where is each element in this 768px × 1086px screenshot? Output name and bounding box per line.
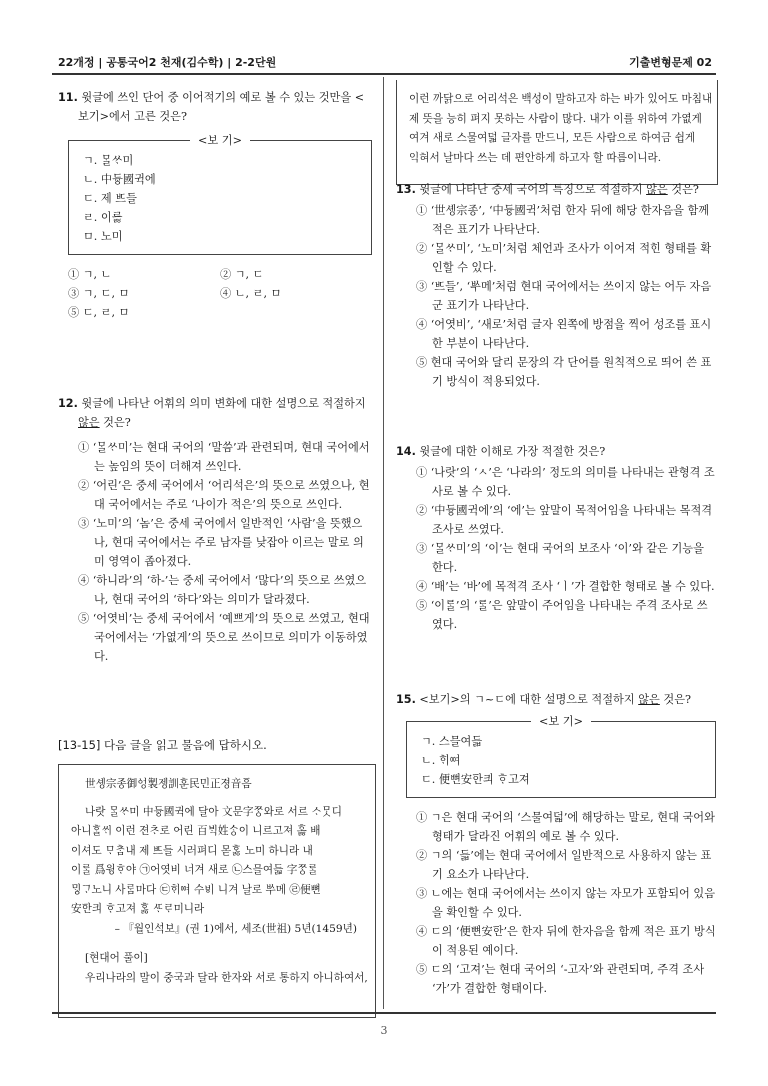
question-12-number: 12. (58, 397, 78, 410)
answer-option[interactable]: ⑤ ㄷ의 ‘고져’는 현대 국어의 ‘-고자’와 관련되며, 주격 조사 ‘가’가 결합한 형태이다. (416, 963, 705, 995)
header-rule (52, 73, 716, 75)
question-13 (396, 180, 716, 391)
question-12-text: 윗글에 나타난 어휘의 의미 변화에 대한 설명으로 적절하지 (81, 397, 366, 410)
negation-emphasis: 않은 (78, 416, 100, 429)
question-13-number: 13. (396, 183, 416, 196)
bogi-item: ㄴ. ᄒᆡᅇᅧ (421, 754, 461, 767)
modern-translation-line: 제 뜻을 능히 펴지 못하는 사람이 많다. 내가 이를 위하여 가엾게 (409, 112, 702, 125)
footer-rule (52, 1012, 716, 1014)
bogi-item: ㄱ. ᄆᆞᆯᄊᆞ미 (83, 154, 134, 167)
question-11-text: 윗글에 쓰인 단어 중 이어적기의 예로 볼 수 있는 것만을 <보기>에서 고른 것은? (78, 91, 365, 123)
answer-option[interactable]: ② ㄱ, ㄷ (220, 268, 264, 281)
question-14 (396, 442, 716, 634)
modern-translation-line: 여겨 새로 스물여덟 글자를 만드니, 모든 사람으로 하여금 쉽게 (409, 132, 696, 144)
bogi-item: ㄷ. 제 ᄠᅳ들 (83, 192, 137, 205)
answer-option[interactable]: ③ ‘ᄠᅳ들’, ‘ᄡᅮ메’처럼 현대 국어에서는 쓰이지 않는 어두 자음군 표기가 나타난다. (416, 280, 712, 312)
passage-line: 나랏 ᄆᆞᆯᄊᆞ미 中듀ᇰ國귁에 달아 文문字ᄍᆞᆼ와로 서르 ᄉᆞᄆᆞᆺ디 (85, 805, 343, 818)
passage-box-left (58, 764, 376, 1018)
question-14-title (396, 442, 716, 461)
bogi-item: ㄹ. 이르ᇙ (83, 211, 123, 224)
section-instruction: [13-15] 다음 글을 읽고 물음에 답하시오. (58, 738, 267, 752)
question-15 (396, 690, 716, 998)
bogi-label: <보 기> (531, 715, 591, 728)
answer-option[interactable]: ④ ㄷ의 ‘便뼌安ᅙᅡᆫ’은 한자 뒤에 한자음을 함께 적은 표기 방식이 적용된 예이다. (416, 925, 716, 957)
bogi-item: ㅁ. 노미 (83, 230, 123, 243)
answer-option[interactable]: ② ‘ᄆᆞᆯᄊᆞ미’, ‘노미’처럼 체언과 조사가 이어져 적힌 형태를 확인할 수 있다. (416, 242, 712, 274)
question-15-text-end: 것은? (659, 693, 692, 706)
question-14-number: 14. (396, 445, 416, 458)
answer-option[interactable]: ④ ‘하니라’의 ‘하-’는 중세 국어에서 ‘많다’의 뜻으로 쓰였으나, 현대 국어의 ‘하다’와는 의미가 달라졌다. (78, 574, 367, 606)
question-13-text: 윗글에 나타난 중세 국어의 특징으로 적절하지 (419, 183, 647, 196)
answer-option[interactable]: ⑤ ㄷ, ㄹ, ㅁ (68, 306, 130, 319)
header-doc-title: 기출변형문제 02 (629, 56, 712, 69)
passage-line: 이셔도 ᄆᆞᄎᆞᆷ내 제 ᄠᅳ들 시러펴디 몯ᄒᆞᇙ 노미 하니라 내 (71, 844, 313, 857)
bogi-label: <보 기> (190, 134, 250, 147)
column-divider (383, 77, 384, 1009)
answer-option[interactable]: ① ‘世솅宗종’, ‘中듀ᇰ國귁’처럼 한자 뒤에 해당 한자음을 함께 적은 표기가 나타난다. (416, 204, 710, 236)
answer-option[interactable]: ① ‘나랏’의 ‘ㅅ’은 ‘나라의’ 정도의 의미를 나타내는 관형격 조사로 볼 수 있다. (416, 466, 715, 498)
question-12-text-end: 것은? (99, 416, 131, 429)
question-15-number: 15. (396, 693, 416, 706)
answer-option[interactable]: ③ ‘노미’의 ‘놈’은 중세 국어에서 일반적인 ‘사람’을 뜻했으나, 현대 국어에서는 주로 남자를 낮잡아 이르는 말로 의미 영역이 좁아졌다. (78, 517, 364, 568)
answer-option[interactable]: ③ ㄴ에는 현대 국어에서는 쓰이지 않는 자모가 포함되어 있음을 확인할 수 있다. (416, 887, 716, 919)
passage-box-right (396, 80, 718, 185)
question-15-bogi-box (406, 715, 716, 798)
question-11-options (68, 265, 372, 322)
question-12-title (58, 394, 372, 432)
answer-option[interactable]: ④ ㄴ, ㄹ, ㅁ (220, 287, 282, 300)
question-13-title (396, 180, 716, 199)
answer-option[interactable]: ① ㄱ, ㄴ (68, 268, 112, 281)
passage-line: 이ᄅᆞᆯ 爲윙ᄒᆞ야 ㉠어엿비 너겨 새로 ㉡스믈여듧 字ᄍᆞᆼᄅᆞᆯ (71, 864, 318, 876)
bogi-item: ㄴ. 中듀ᇰ國귁에 (83, 173, 156, 186)
page-number: 3 (380, 1024, 388, 1037)
negation-emphasis: 않은 (638, 693, 660, 706)
answer-option[interactable]: ⑤ 현대 국어와 달리 문장의 각 단어를 원칙적으로 띄어 쓴 표기 방식이 적용되었다. (416, 356, 712, 388)
page-header (52, 50, 716, 70)
passage-section-title (58, 736, 372, 755)
answer-option[interactable]: ④ ‘어엿비’, ‘새로’처럼 글자 왼쪽에 방점을 찍어 성조를 표시한 부분이 나타난다. (416, 318, 712, 350)
header-course-info: 22개정 | 공통국어2 천재(김수학) | 2-2단원 (58, 56, 277, 69)
bogi-item: ㄷ. 便뼌安ᅙᅡᆫ킈 ᄒᆞ고져 (421, 773, 530, 786)
passage-source: – 『월인석보』(권 1)에서, 세조(世祖) 5년(1459년) (114, 922, 357, 935)
answer-option[interactable]: ③ ㄱ, ㄷ, ㅁ (68, 287, 130, 300)
question-14-text: 윗글에 대한 이해로 가장 적절한 것은? (419, 445, 606, 458)
question-12 (58, 394, 372, 666)
answer-option[interactable]: ③ ‘ᄆᆞᆯᄊᆞ미’의 ‘이’는 현대 국어의 보조사 ‘이’와 같은 기능을 한다. (416, 542, 704, 574)
question-11-title (58, 88, 372, 126)
passage-line: 아니ᄒᆞᆯᄊᆡ 이런 젼ᄎᆞ로 어린 百ᄇᆡᆨ姓ᄉᆞᆼ이 니르고져 호ᇙ 배 (71, 825, 321, 837)
question-15-title (396, 690, 716, 709)
negation-emphasis: 않은 (646, 183, 668, 196)
modern-translation-line: 우리나라의 말이 중국과 달라 한자와 서로 통하지 아니하여서, (85, 971, 368, 984)
bogi-item: ㄱ. 스믈여듧 (421, 735, 483, 748)
question-11-bogi-box (68, 134, 372, 255)
answer-option[interactable]: ① ㄱ은 현대 국어의 ‘스물여덟’에 해당하는 말로, 현대 국어와 형태가 달라진 어휘의 예로 볼 수 있다. (416, 811, 715, 843)
question-15-text: <보기>의 ㄱ~ㄷ에 대한 설명으로 적절하지 (419, 693, 639, 706)
modern-translation-line: 이런 까닭으로 어리석은 백성이 말하고자 하는 바가 있어도 마침내 (409, 93, 713, 105)
question-11 (58, 88, 372, 322)
answer-option[interactable]: ② ‘어린’은 중세 국어에서 ‘어리석은’의 뜻으로 쓰였으나, 현대 국어에서는 주로 ‘나이가 적은’의 뜻으로 쓰인다. (78, 479, 370, 511)
question-13-text-end: 것은? (667, 183, 699, 196)
modern-translation-line: 익혀서 날마다 쓰는 데 편안하게 하고자 할 따름이니라. (409, 151, 662, 164)
question-11-number: 11. (58, 91, 78, 104)
passage-line: 安ᅙᅡᆫ킈 ᄒᆞ고져 ᄒᆞᇙ ᄯᆞᄅᆞ미니라 (71, 903, 205, 915)
answer-option[interactable]: ① ‘ᄆᆞᆯᄊᆞ미’는 현대 국어의 ‘말씀’과 관련되며, 현대 국어에서는 높임의 뜻이 더해져 쓰인다. (78, 441, 370, 473)
answer-option[interactable]: ② ‘中듀ᇰ國귁에’의 ‘에’는 앞말이 목적어임을 나타내는 목적격 조사로 쓰였다. (416, 504, 713, 536)
passage-line: ᄆᆡᇰᄀᆞ노니 사ᄅᆞᆷ마다 ㉢ᄒᆡᅇᅧ 수ᄫᅵ 니겨 날로 ᄡᅮ메 ㉣便뼌 (71, 883, 321, 896)
passage-title: 世솅宗종御ᅌᅥᆼ製젱訓훈民민正졍音ᅙᅳᆷ (85, 778, 252, 790)
answer-option[interactable]: ⑤ ‘이ᄅᆞᆯ’의 ‘ᄅᆞᆯ’은 앞말이 주어임을 나타내는 주격 조사로 쓰였다. (416, 599, 708, 631)
answer-option[interactable]: ② ㄱ의 ‘듧’에는 현대 국어에서 일반적으로 사용하지 않는 표기 요소가 나타난다. (416, 849, 712, 881)
answer-option[interactable]: ④ ‘배’는 ‘바’에 목적격 조사 ‘ㅣ’가 결합한 형태로 볼 수 있다. (416, 580, 715, 593)
modern-translation-label: [현대어 풀이] (85, 952, 148, 964)
answer-option[interactable]: ⑤ ‘어엿비’는 중세 국어에서 ‘예쁘게’의 뜻으로 쓰였고, 현대 국어에서는 ‘가엾게’의 뜻으로 쓰이므로 의미가 이동하였다. (78, 612, 370, 663)
